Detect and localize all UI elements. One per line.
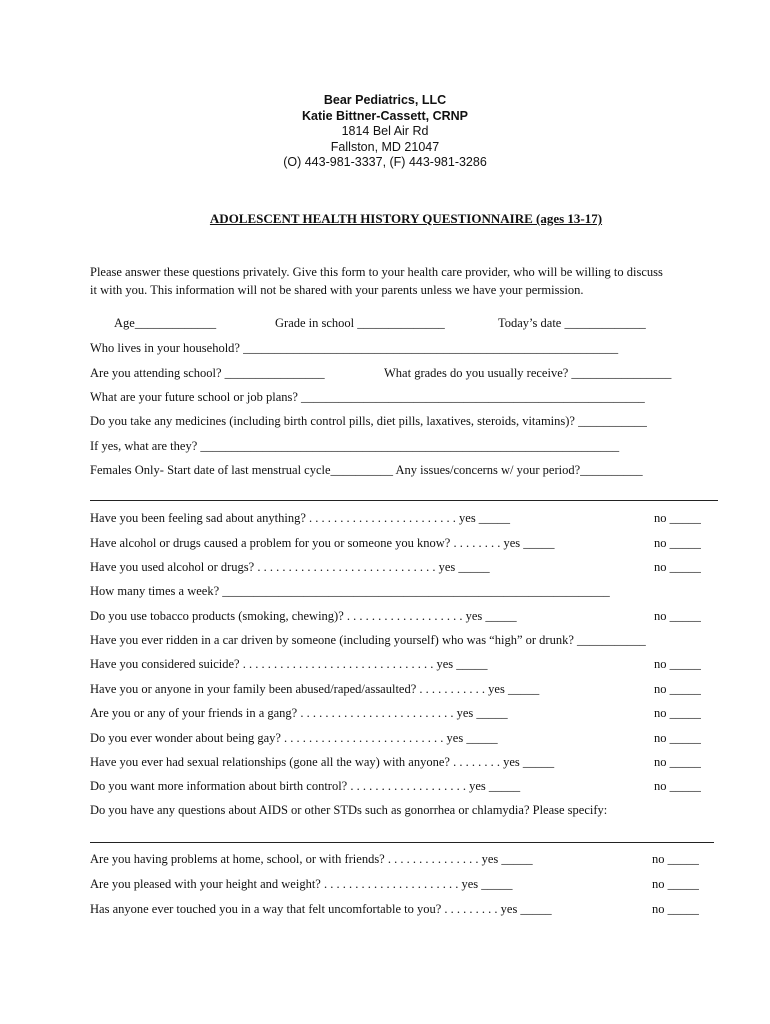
age-field[interactable]: Age_____________ (114, 316, 217, 330)
no-answer[interactable]: no _____ (654, 536, 701, 550)
no-answer[interactable]: no _____ (654, 560, 701, 574)
question-row[interactable]: Have alcohol or drugs caused a problem for you or someone you know? . . . . . . . . yes _____ (90, 536, 555, 550)
medicines-field[interactable]: Do you take any medicines (including birth control pills, diet pills, laxatives, steroids, vitamins)? ___________ (90, 414, 647, 428)
intro-text (90, 263, 730, 299)
no-answer[interactable]: no _____ (654, 779, 701, 793)
future-plans-field[interactable]: What are your future school or job plans? _______________________________________________________ (90, 390, 645, 404)
no-answer[interactable]: no _____ (654, 657, 701, 671)
question-row[interactable]: Do you have any questions about AIDS or other STDs such as gonorrhea or chlamydia? Please specify: (90, 803, 608, 817)
street-address: 1814 Bel Air Rd (341, 124, 429, 139)
no-answer[interactable]: no _____ (652, 902, 699, 916)
question-row[interactable]: Have you considered suicide? . . . . . . . . . . . . . . . . . . . . . . . . . . . . . . . yes _____ (90, 657, 488, 671)
provider-name: Katie Bittner-Cassett, CRNP (301, 108, 468, 123)
question-row[interactable]: Do you ever wonder about being gay? . . . . . . . . . . . . . . . . . . . . . . . . . . yes _____ (90, 731, 498, 745)
question-row[interactable]: How many times a week? ______________________________________________________________ (90, 584, 610, 598)
form-title: ADOLESCENT HEALTH HISTORY QUESTIONNAIRE (ages 13-17) (209, 211, 603, 226)
intro-line-1: Please answer these questions privately. Give this form to your health care provider, who will be willing to discuss (90, 265, 663, 279)
attending-school-field[interactable]: Are you attending school? ________________ (90, 366, 325, 380)
city-address: Fallston, MD 21047 (330, 139, 440, 154)
grade-field[interactable]: Grade in school ______________ (275, 316, 445, 330)
phone-numbers: (O) 443-981-3337, (F) 443-981-3286 (283, 155, 487, 170)
today-date-field[interactable]: Today’s date _____________ (498, 316, 646, 330)
grades-field[interactable]: What grades do you usually receive? ________________ (384, 366, 672, 380)
divider-line (90, 500, 718, 501)
question-row[interactable]: Are you or any of your friends in a gang? . . . . . . . . . . . . . . . . . . . . . . . . . yes _____ (90, 706, 508, 720)
question-row[interactable]: Do you use tobacco products (smoking, chewing)? . . . . . . . . . . . . . . . . . . . yes _____ (90, 609, 517, 623)
no-answer[interactable]: no _____ (654, 511, 701, 525)
no-answer[interactable]: no _____ (652, 852, 699, 866)
no-answer[interactable]: no _____ (654, 731, 701, 745)
question-row[interactable]: Have you used alcohol or drugs? . . . . . . . . . . . . . . . . . . . . . . . . . . . . . yes _____ (90, 560, 490, 574)
no-answer[interactable]: no _____ (654, 706, 701, 720)
no-answer[interactable]: no _____ (654, 755, 701, 769)
question-row[interactable]: Have you ever had sexual relationships (gone all the way) with anyone? . . . . . . . . yes _____ (90, 755, 555, 769)
practice-header (0, 93, 770, 171)
household-field[interactable]: Who lives in your household? ____________________________________________________________ (90, 341, 619, 355)
question-row[interactable]: Have you been feeling sad about anything? . . . . . . . . . . . . . . . . . . . . . . . . yes _____ (90, 511, 511, 525)
question-row[interactable]: Have you ever ridden in a car driven by someone (including yourself) who was “high” or drunk? ___________ (90, 633, 646, 647)
question-row[interactable]: Have you or anyone in your family been abused/raped/assaulted? . . . . . . . . . . . yes _____ (90, 682, 540, 696)
question-row[interactable]: Are you pleased with your height and weight? . . . . . . . . . . . . . . . . . . . . . . yes _____ (90, 877, 513, 891)
intro-line-2: it with you. This information will not be shared with your parents unless we have your permission. (90, 283, 584, 297)
medicines-list-field[interactable]: If yes, what are they? ___________________________________________________________________ (90, 439, 620, 453)
std-answer-line[interactable] (90, 842, 714, 843)
menstrual-field[interactable]: Females Only- Start date of last menstrual cycle__________ Any issues/concerns w/ your period?__________ (90, 463, 643, 477)
question-row[interactable]: Are you having problems at home, school, or with friends? . . . . . . . . . . . . . . . yes _____ (90, 852, 533, 866)
no-answer[interactable]: no _____ (654, 609, 701, 623)
no-answer[interactable]: no _____ (652, 877, 699, 891)
question-row[interactable]: Has anyone ever touched you in a way that felt uncomfortable to you? . . . . . . . . . yes _____ (90, 902, 552, 916)
no-answer[interactable]: no _____ (654, 682, 701, 696)
question-row[interactable]: Do you want more information about birth control? . . . . . . . . . . . . . . . . . . . yes _____ (90, 779, 521, 793)
practice-name: Bear Pediatrics, LLC (323, 93, 447, 107)
